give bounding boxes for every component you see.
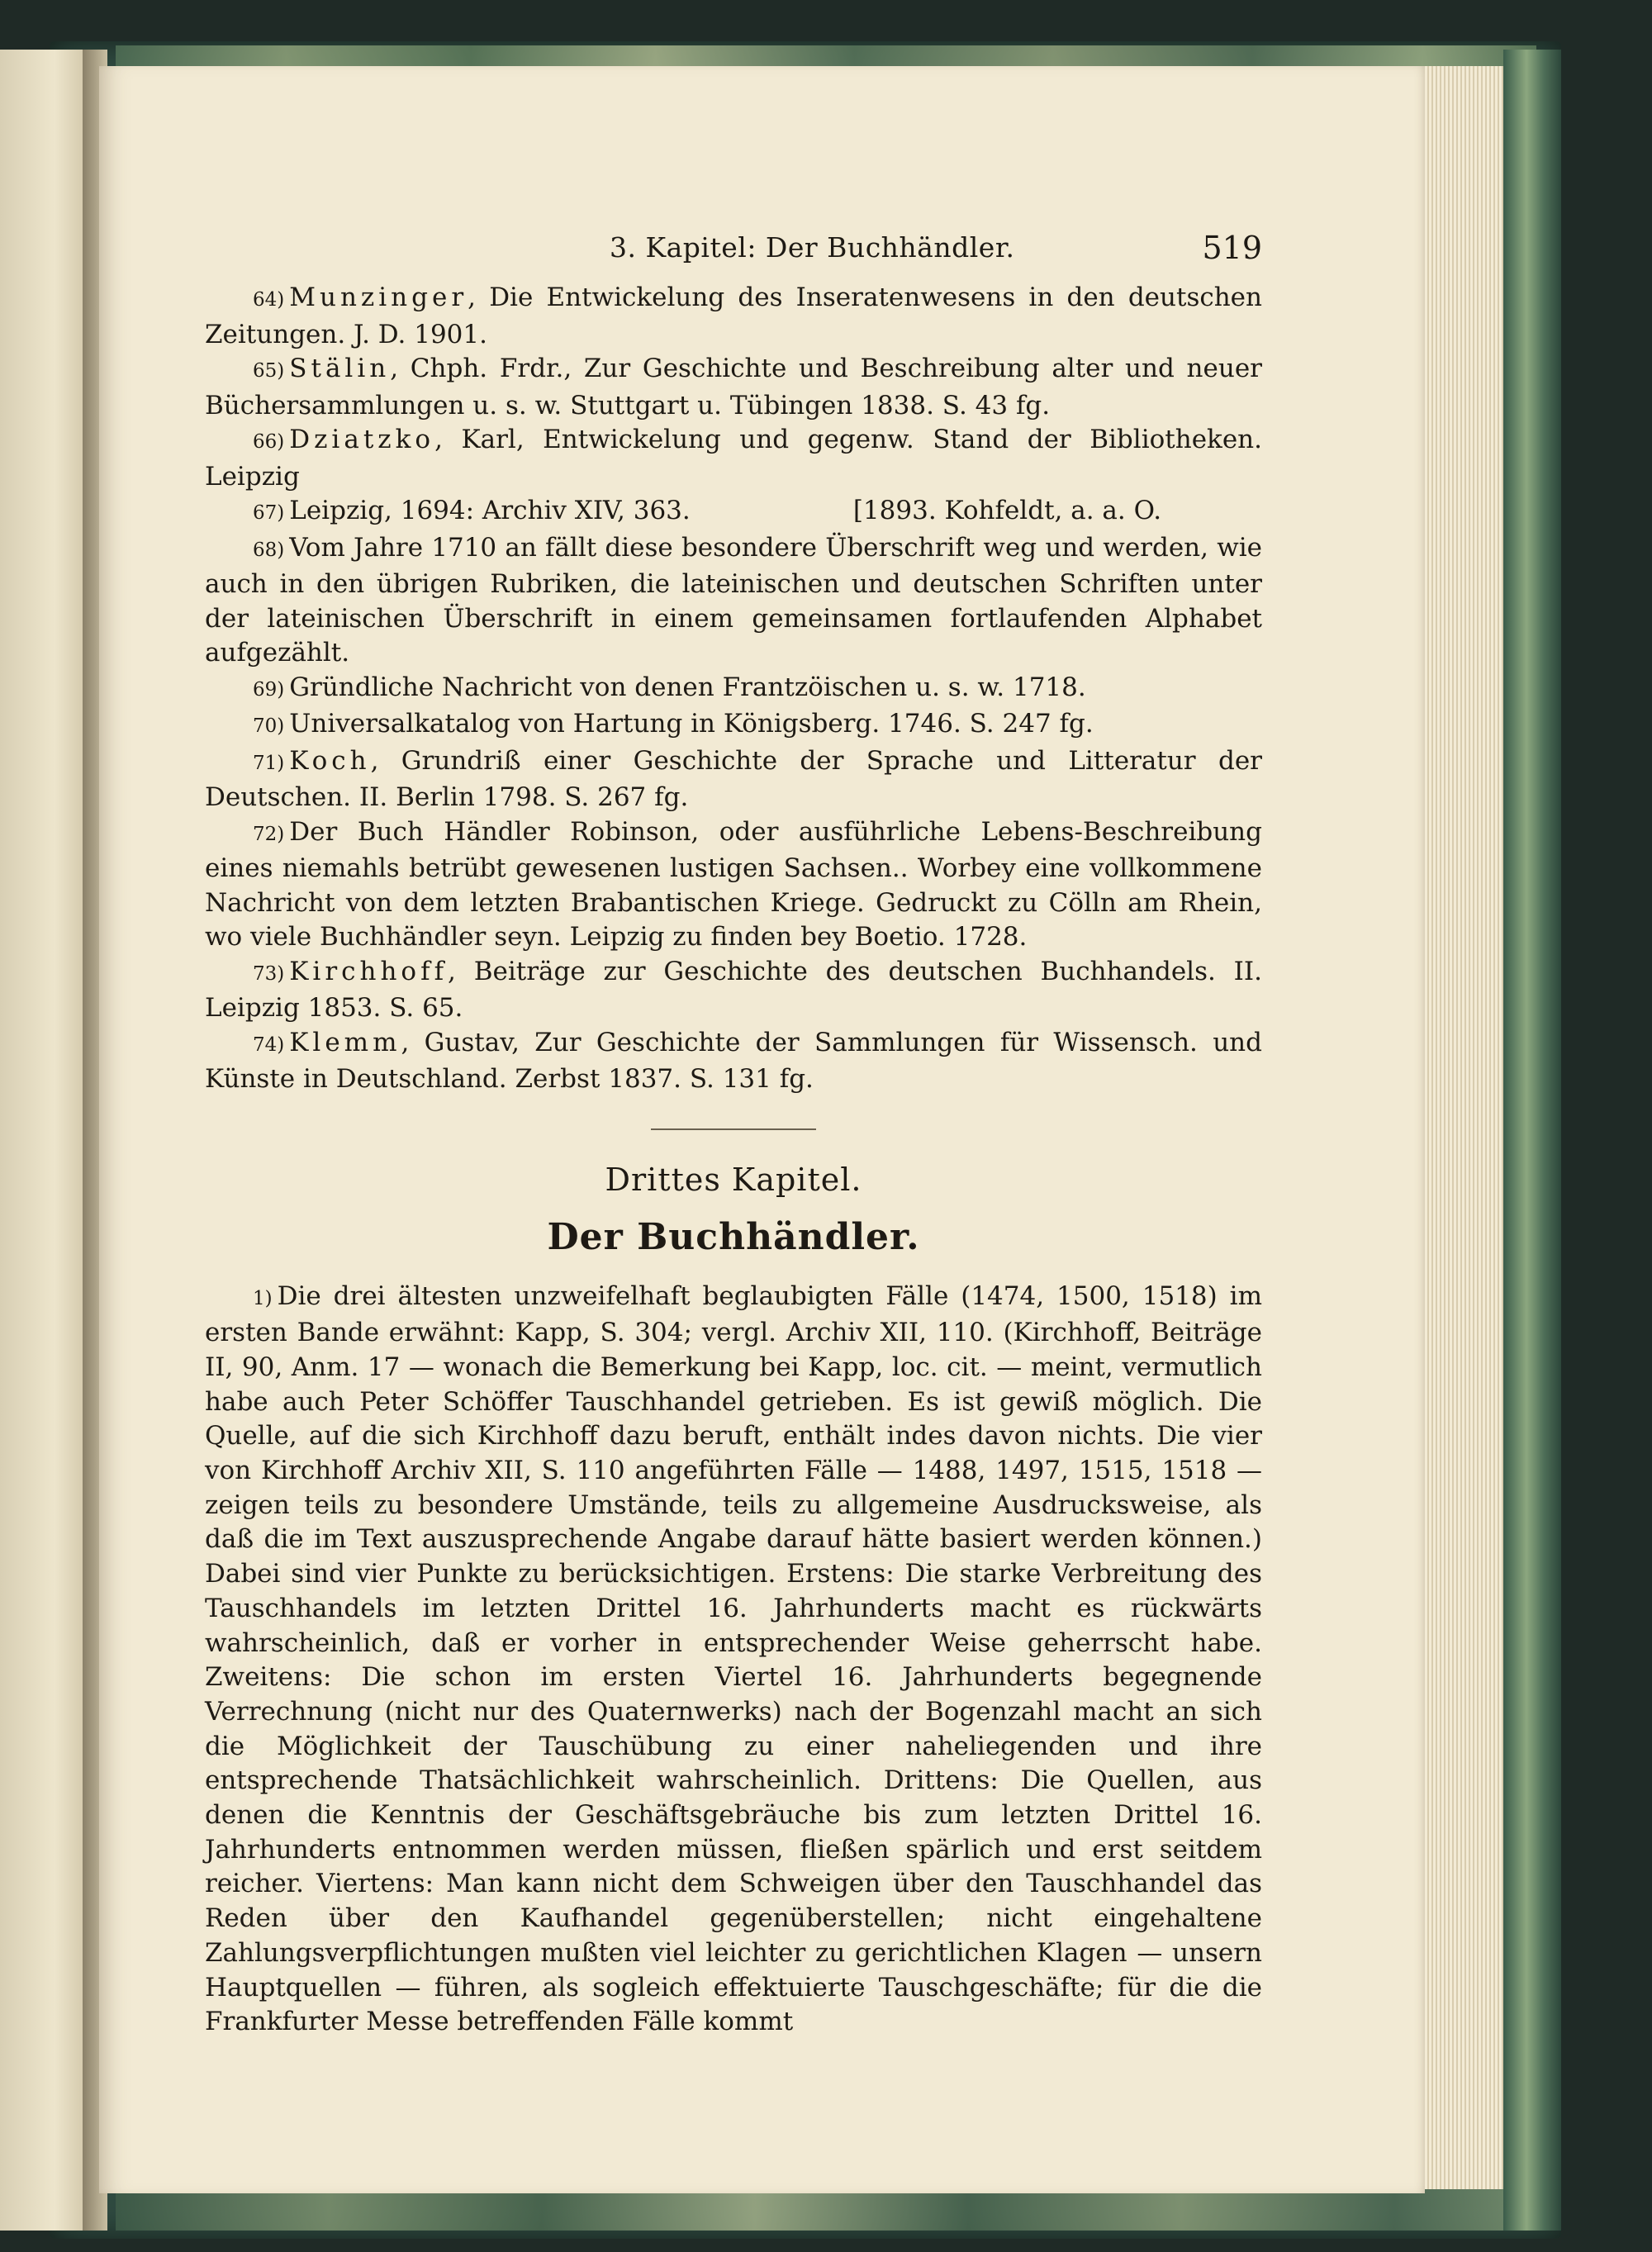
chapter-title: Der Buchhändler. [547, 1215, 920, 1258]
section-divider [651, 1128, 816, 1130]
note-number: 1) [253, 1287, 273, 1309]
body-paragraph [205, 1280, 1262, 2040]
footnote [205, 955, 1270, 1026]
note-number: 65) [253, 360, 285, 382]
marbled-cover-right [1503, 50, 1561, 2231]
note-text: Gründliche Nachricht von denen Frantzöischen u. s. w. 1718. [289, 672, 1086, 702]
note-text: Universalkatalog von Hartung in Königsberg. 1746. S. 247 fg. [289, 709, 1094, 739]
body-text: Die drei ältesten unzweifelhaft beglaubigten Fälle (1474, 1500, 1518) im ersten Bande erwähnt: Kapp, S. 304; vergl. Archiv XII, 110. (Kirchhoff, Beiträge II, 90, Anm. 17 — wonach die Bemerkung bei Kapp, loc. cit. — meint, vermutlich habe auch Peter Schöffer Tauschhandel getrieben. Es ist gewiß möglich. Die Quelle, auf die sich Kirchhoff dazu beruft, enthält indes davon nichts. Die vier von Kirchhoff Archiv XII, S. 110 angeführten Fälle — 1488, 1497, 1515, 1518 — zeigen teils zu besondere Umstände, teils zu allgemeine Ausdrucksweise, als daß die im Text auszusprechende Angabe darauf hätte basiert werden können.) Dabei sind vier Punkte zu berücksichtigen. Erstens: Die starke Verbreitung des Tauschhandels im letzten Drittel 16. Jahrhunderts macht es rückwärts wahrscheinlich, daß er vorher in entsprechender Weise geherrscht habe. Zweitens: Die schon im ersten Viertel 16. Jahrhunderts begegnende Verrechnung (nicht nur des Quaternwerks) nach der Bogenzahl macht an sich die Möglichkeit der Tauschübung zu einer naheliegenden und ihre entsprechende Thatsächlichkeit wahrscheinlich. Drittens: Die Quellen, aus denen die Kenntnis der Geschäftsgebräuche bis zum letzten Drittel 16. Jahrhunderts entnommen werden müssen, fließen spärlich und erst seitdem reicher. Viertens: Man kann nicht dem Schweigen über den Tauschhandel das Reden über den Kaufhandel gegenüberstellen; nicht eingehaltene Zahlungsverpflichtungen mußten viel leichter zu gerichtlichen Klagen — unsern Hauptquellen — führen, als sogleich effektuierte Tauschgeschäfte; für die die Frankfurter Messe betreffenden Fälle kommt [205, 1280, 1262, 2037]
note-author: Munzinger [289, 283, 468, 312]
note-number: 73) [253, 962, 285, 985]
note-number: 68) [253, 539, 285, 561]
footnote [205, 423, 1270, 494]
note-number: 67) [253, 502, 285, 524]
note-number: 72) [253, 823, 285, 845]
note-author: Kirchhoff [289, 956, 449, 986]
page-number: 519 [1202, 230, 1262, 266]
note-number: 70) [253, 715, 285, 737]
footnotes [205, 281, 1270, 1097]
marbled-edge-bottom [116, 2189, 1536, 2231]
footnote [205, 494, 1262, 531]
note-author: Koch [289, 745, 371, 776]
book-page [99, 66, 1425, 2193]
chapter-heading: Drittes Kapitel. [605, 1161, 862, 1198]
footnote [205, 281, 1270, 352]
footnote [205, 744, 1270, 815]
footnote [205, 1026, 1270, 1097]
page-edges [1421, 66, 1503, 2189]
note-text: , Beiträge zur Geschichte des deutschen Buchhandels. II. Leipzig 1853. S. 65. [205, 956, 1270, 1023]
running-title: 3. Kapitel: Der Buchhändler. [610, 231, 1015, 264]
note-author: Dziatzko [289, 425, 435, 454]
note-text: Vom Jahre 1710 an fällt diese besondere Überschrift weg und werden, wie auch in den übrigen Rubriken, die lateinischen und deutschen Schriften unter der lateinischen Überschrift in einem gemeinsamen fortlaufenden Alphabet aufgezählt. [205, 532, 1270, 668]
note-author: Stälin [289, 354, 391, 383]
footnote [205, 531, 1270, 671]
note-text: Der Buch Händler Robinson, oder ausführliche Lebens-Beschreibung eines niemahls betrübt gewesenen lustigen Sachsen.. Worbey eine vollkommene Nachricht von dem letzten Brabantischen Kriege. Gedruckt zu Cölln am Rhein, wo viele Buchhändler seyn. Leipzig zu finden bey Boetio. 1728. [205, 816, 1270, 952]
footnote [205, 352, 1270, 423]
note-number: 69) [253, 678, 285, 701]
note-number: 66) [253, 431, 285, 453]
note-text: , Gustav, Zur Geschichte der Sammlungen für Wissensch. und Künste in Deutschland. Zerbst 1837. S. 131 fg. [205, 1027, 1270, 1094]
note-author: Klemm [289, 1027, 401, 1057]
running-head [205, 231, 1262, 281]
footnote [205, 815, 1270, 955]
note-number: 64) [253, 289, 285, 311]
note-text: , Karl, Entwickelung und gegenw. Stand der Bibliotheken. Leipzig [205, 425, 1270, 492]
note-text: , Die Entwickelung des Inseratenwesens in den deutschen Zeitungen. J. D. 1901. [205, 283, 1270, 349]
text-block [205, 230, 1270, 2040]
note-text: , Chph. Frdr., Zur Geschichte und Beschreibung alter und neuer Büchersammlungen u. s. w. Stuttgart u. Tübingen 1838. S. 43 fg. [205, 354, 1270, 420]
facing-page [0, 50, 91, 2231]
note-number: 74) [253, 1033, 285, 1056]
note-text: , Grundriß einer Geschichte der Sprache und Litteratur der Deutschen. II. Berlin 1798. S. 267 fg. [205, 745, 1270, 812]
note-text: Leipzig, 1694: Archiv XIV, 363. [1893. Kohfeldt, a. a. O. [289, 496, 1162, 525]
footnote [205, 707, 1262, 744]
footnote [205, 671, 1262, 708]
note-number: 71) [253, 752, 285, 774]
